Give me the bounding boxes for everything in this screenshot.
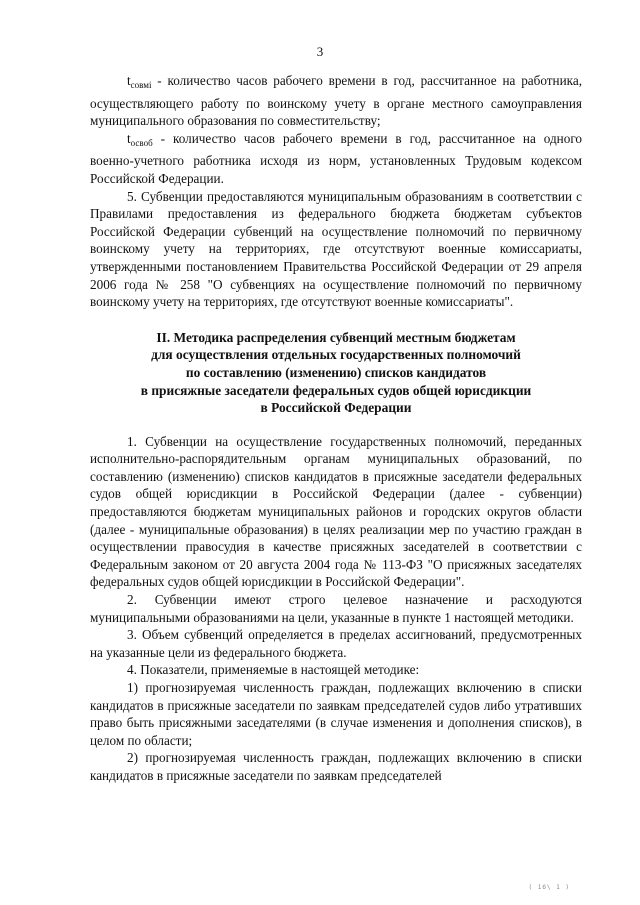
section-heading — [90, 329, 582, 417]
definition-text: - количество часов рабочего времени в год, рассчитанное на одного военно-учетного работника исходя из норм, установленных Трудовым кодексом Российской Федерации. — [90, 130, 582, 186]
paragraph: 4. Показатели, применяемые в настоящей методике: — [127, 662, 420, 678]
section-heading-line: для осуществления отдельных государственных полномочий — [151, 347, 521, 363]
list-item: 2) прогнозируемая численность граждан, подлежащих включению в списки кандидатов в присяжные заседатели по заявкам председателей — [90, 750, 582, 783]
section-heading-line: в присяжные заседатели федеральных судов общей юрисдикции — [140, 382, 532, 398]
section-heading-line: II. Методика распределения субвенций местным бюджетам — [156, 329, 516, 345]
definition-t-sovm — [90, 72, 582, 130]
paragraph: 2. Субвенции имеют строго целевое назначение и расходуются муниципальными образованиями на цели, указанные в пункте 1 настоящей методики. — [90, 592, 582, 625]
definition-symbol: t — [127, 130, 131, 146]
definition-t-osvob — [90, 130, 582, 188]
paragraph: 1. Субвенции на осуществление государственных полномочий, переданных исполнительно-распорядительным органам муниципальных образований, по составлению (изменению) списков кандидатов в присяжные заседатели федеральных судов общей юрисдикции в Российской Федерации (далее - субвенции) предоставляются бюджетам муниципальных районов и городских округов области (далее - муниципальные образования) в целях реализации мер по участию граждан в осуществлении правосудия в качестве присяжных заседателей в соответствии с Федеральным законом от 20 августа 2004 года № 113-ФЗ "О присяжных заседателях федеральных судов общей юрисдикции в Российской Федерации". — [90, 433, 582, 590]
section-heading-line: в Российской Федерации — [260, 400, 412, 416]
paragraph-5: 5. Субвенции предоставляются муниципальным образованиям в соответствии с Правилами предоставления из федерального бюджета бюджетам субъектов Российской Федерации субвенций на осуществление полномочий по первичному воинскому учету на территориях, где отсутствуют военные комиссариаты, утвержденными постановлением Правительства Российской Федерации от 29 апреля 2006 года № 258 "О субвенциях на осуществление полномочий по первичному воинскому учету на территориях, где отсутствуют военные комиссариаты". — [90, 188, 582, 310]
definition-symbol: t — [127, 73, 131, 88]
list-item: 1) прогнозируемая численность граждан, подлежащих включению в списки кандидатов в присяжные заседатели по заявкам председателей судов либо утративших право быть присяжными заседателями (в случае изменения и дополнения списков), в целом по области; — [90, 680, 582, 748]
definition-text: - количество часов рабочего времени в год, рассчитанное на работника, осуществляющего работу по воинскому учету в органе местного самоуправления муниципального образования по совместительству; — [90, 73, 582, 129]
document-body — [90, 72, 582, 785]
paragraph: 3. Объем субвенций определяется в пределах ассигнований, предусмотренных на указанные цели из федерального бюджета. — [90, 627, 582, 660]
section-heading-line: по составлению (изменению) списков кандидатов — [185, 364, 487, 380]
page-number: 3 — [316, 44, 324, 59]
footer-code: ( 1б\ 1 ) — [528, 884, 570, 891]
definition-subscript: освоб — [130, 137, 153, 148]
definition-subscript: совмi — [130, 80, 152, 90]
